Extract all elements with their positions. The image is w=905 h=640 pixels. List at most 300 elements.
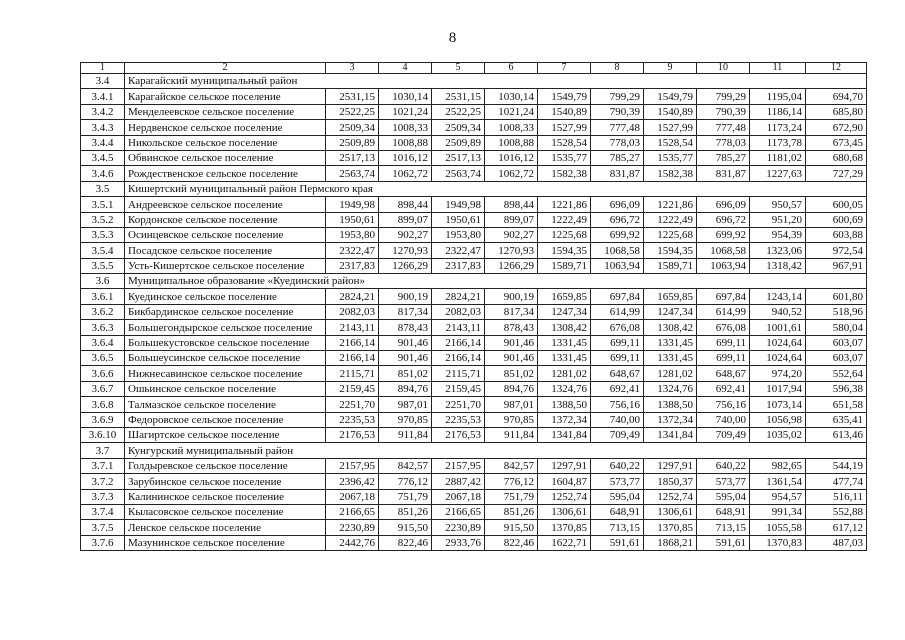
- value-cell: 2230,89: [432, 520, 485, 535]
- value-cell: 785,27: [591, 150, 644, 165]
- row-number: 3.7.4: [81, 504, 125, 519]
- value-cell: 2157,95: [432, 458, 485, 473]
- value-cell: 2143,11: [326, 320, 379, 335]
- value-cell: 1195,04: [750, 89, 806, 104]
- table-row: [81, 212, 867, 227]
- value-cell: 2251,70: [432, 397, 485, 412]
- value-cell: 697,84: [591, 289, 644, 304]
- column-header: 9: [644, 63, 697, 74]
- section-title: Кишертский муниципальный район Пермского края: [125, 181, 867, 196]
- value-cell: 1331,45: [538, 335, 591, 350]
- section-title: Карагайский муниципальный район: [125, 74, 867, 89]
- value-cell: 1073,14: [750, 397, 806, 412]
- value-cell: 1370,85: [644, 520, 697, 535]
- row-number: 3.5.4: [81, 243, 125, 258]
- value-cell: 2509,89: [432, 135, 485, 150]
- value-cell: 898,44: [379, 197, 432, 212]
- column-header: 8: [591, 63, 644, 74]
- settlement-name: Обвинское сельское поселение: [125, 150, 326, 165]
- value-cell: 648,91: [697, 504, 750, 519]
- value-cell: 516,11: [806, 489, 867, 504]
- value-cell: 901,46: [485, 335, 538, 350]
- value-cell: 552,88: [806, 504, 867, 519]
- value-cell: 851,26: [485, 504, 538, 519]
- value-cell: 899,07: [485, 212, 538, 227]
- value-cell: 1068,58: [697, 243, 750, 258]
- value-cell: 1306,61: [538, 504, 591, 519]
- value-cell: 1225,68: [644, 227, 697, 242]
- value-cell: 595,04: [591, 489, 644, 504]
- value-cell: 1341,84: [644, 427, 697, 442]
- value-cell: 851,02: [379, 366, 432, 381]
- page-number: 8: [448, 30, 457, 46]
- value-cell: 1021,24: [379, 104, 432, 119]
- value-cell: 1622,71: [538, 535, 591, 550]
- value-cell: 1270,93: [485, 243, 538, 258]
- value-cell: 603,88: [806, 227, 867, 242]
- value-cell: 1227,63: [750, 166, 806, 181]
- row-number: 3.4.3: [81, 120, 125, 135]
- value-cell: 778,03: [591, 135, 644, 150]
- table-row: [81, 197, 867, 212]
- table-row: [81, 351, 867, 366]
- value-cell: 2067,18: [326, 489, 379, 504]
- value-cell: 2563,74: [432, 166, 485, 181]
- value-cell: 2517,13: [326, 150, 379, 165]
- value-cell: 2317,83: [432, 258, 485, 273]
- value-cell: 900,19: [379, 289, 432, 304]
- row-number: 3.5.1: [81, 197, 125, 212]
- value-cell: 776,12: [485, 474, 538, 489]
- value-cell: 911,84: [485, 427, 538, 442]
- value-cell: 900,19: [485, 289, 538, 304]
- value-cell: 878,43: [485, 320, 538, 335]
- value-cell: 967,91: [806, 258, 867, 273]
- section-row: [81, 74, 867, 89]
- value-cell: 1331,45: [644, 335, 697, 350]
- value-cell: 2442,76: [326, 535, 379, 550]
- value-cell: 696,72: [591, 212, 644, 227]
- column-header: 2: [125, 63, 326, 74]
- value-cell: 591,61: [697, 535, 750, 550]
- value-cell: 2887,42: [432, 474, 485, 489]
- value-cell: 518,96: [806, 304, 867, 319]
- value-cell: 2517,13: [432, 150, 485, 165]
- value-cell: 822,46: [485, 535, 538, 550]
- value-cell: 1243,14: [750, 289, 806, 304]
- table-row: [81, 489, 867, 504]
- value-cell: 1056,98: [750, 412, 806, 427]
- value-cell: 2933,76: [432, 535, 485, 550]
- value-cell: 894,76: [485, 381, 538, 396]
- value-cell: 699,92: [591, 227, 644, 242]
- value-cell: 1331,45: [644, 351, 697, 366]
- value-cell: 1252,74: [538, 489, 591, 504]
- value-cell: 1068,58: [591, 243, 644, 258]
- value-cell: 894,76: [379, 381, 432, 396]
- value-cell: 1222,49: [538, 212, 591, 227]
- value-cell: 1008,88: [379, 135, 432, 150]
- value-cell: 601,80: [806, 289, 867, 304]
- value-cell: 2157,95: [326, 458, 379, 473]
- value-cell: 727,29: [806, 166, 867, 181]
- table-row: [81, 89, 867, 104]
- value-cell: 640,22: [697, 458, 750, 473]
- value-cell: 1535,77: [644, 150, 697, 165]
- value-cell: 1341,84: [538, 427, 591, 442]
- value-cell: 2235,53: [432, 412, 485, 427]
- value-cell: 1221,86: [644, 197, 697, 212]
- value-cell: 614,99: [697, 304, 750, 319]
- value-cell: 696,72: [697, 212, 750, 227]
- row-number: 3.6.9: [81, 412, 125, 427]
- value-cell: 552,64: [806, 366, 867, 381]
- value-cell: 685,80: [806, 104, 867, 119]
- value-cell: 951,20: [750, 212, 806, 227]
- value-cell: 2322,47: [432, 243, 485, 258]
- value-cell: 1589,71: [644, 258, 697, 273]
- value-cell: 2176,53: [432, 427, 485, 442]
- value-cell: 2396,42: [326, 474, 379, 489]
- value-cell: 1017,94: [750, 381, 806, 396]
- row-number: 3.7.3: [81, 489, 125, 504]
- table-row: [81, 474, 867, 489]
- settlement-name: Ленское сельское поселение: [125, 520, 326, 535]
- value-cell: 851,26: [379, 504, 432, 519]
- value-cell: 1055,58: [750, 520, 806, 535]
- value-cell: 1297,91: [644, 458, 697, 473]
- value-cell: 673,45: [806, 135, 867, 150]
- value-cell: 740,00: [591, 412, 644, 427]
- value-cell: 878,43: [379, 320, 432, 335]
- settlement-name: Кордонское сельское поселение: [125, 212, 326, 227]
- settlement-name: Андреевское сельское поселение: [125, 197, 326, 212]
- value-cell: 1527,99: [538, 120, 591, 135]
- value-cell: 1281,02: [644, 366, 697, 381]
- value-cell: 591,61: [591, 535, 644, 550]
- value-cell: 901,46: [379, 351, 432, 366]
- settlement-name: Посадское сельское поселение: [125, 243, 326, 258]
- value-cell: 1221,86: [538, 197, 591, 212]
- value-cell: 2166,65: [432, 504, 485, 519]
- value-cell: 1953,80: [432, 227, 485, 242]
- value-cell: 699,11: [697, 351, 750, 366]
- column-header: 12: [806, 63, 867, 74]
- value-cell: 954,39: [750, 227, 806, 242]
- table-row: [81, 227, 867, 242]
- settlement-name: Рождественское сельское поселение: [125, 166, 326, 181]
- section-title: Муниципальное образование «Куединский район»: [125, 274, 867, 289]
- value-cell: 1173,24: [750, 120, 806, 135]
- value-cell: 987,01: [379, 397, 432, 412]
- value-cell: 1181,02: [750, 150, 806, 165]
- value-cell: 1594,35: [644, 243, 697, 258]
- settlement-name: Бикбардинское сельское поселение: [125, 304, 326, 319]
- value-cell: 1323,06: [750, 243, 806, 258]
- table-row: [81, 150, 867, 165]
- value-cell: 954,57: [750, 489, 806, 504]
- value-cell: 1388,50: [538, 397, 591, 412]
- row-number: 3.4.1: [81, 89, 125, 104]
- value-cell: 696,09: [697, 197, 750, 212]
- column-header: 7: [538, 63, 591, 74]
- settlement-name: Большекустовское сельское поселение: [125, 335, 326, 350]
- value-cell: 573,77: [697, 474, 750, 489]
- settlement-name: Мазунинское сельское поселение: [125, 535, 326, 550]
- row-number: 3.5: [81, 181, 125, 196]
- tariff-table: [80, 62, 867, 551]
- table-row: [81, 166, 867, 181]
- row-number: 3.7: [81, 443, 125, 458]
- value-cell: 751,79: [379, 489, 432, 504]
- value-cell: 756,16: [697, 397, 750, 412]
- row-number: 3.4.4: [81, 135, 125, 150]
- value-cell: 709,49: [591, 427, 644, 442]
- value-cell: 614,99: [591, 304, 644, 319]
- value-cell: 1252,74: [644, 489, 697, 504]
- value-cell: 635,41: [806, 412, 867, 427]
- value-cell: 1016,12: [485, 150, 538, 165]
- value-cell: 911,84: [379, 427, 432, 442]
- value-cell: 1594,35: [538, 243, 591, 258]
- value-cell: 1528,54: [538, 135, 591, 150]
- row-number: 3.6.3: [81, 320, 125, 335]
- row-number: 3.6.2: [81, 304, 125, 319]
- value-cell: 1659,85: [644, 289, 697, 304]
- value-cell: 2824,21: [432, 289, 485, 304]
- row-number: 3.5.5: [81, 258, 125, 273]
- value-cell: 2143,11: [432, 320, 485, 335]
- value-cell: 851,02: [485, 366, 538, 381]
- value-cell: 2082,03: [432, 304, 485, 319]
- value-cell: 713,15: [591, 520, 644, 535]
- value-cell: 2166,14: [326, 351, 379, 366]
- value-cell: 2159,45: [432, 381, 485, 396]
- table-row: [81, 412, 867, 427]
- value-cell: 970,85: [485, 412, 538, 427]
- value-cell: 694,70: [806, 89, 867, 104]
- value-cell: 1540,89: [538, 104, 591, 119]
- value-cell: 613,46: [806, 427, 867, 442]
- row-number: 3.4.6: [81, 166, 125, 181]
- value-cell: 901,46: [379, 335, 432, 350]
- value-cell: 2166,14: [326, 335, 379, 350]
- value-cell: 1361,54: [750, 474, 806, 489]
- value-cell: 477,74: [806, 474, 867, 489]
- value-cell: 822,46: [379, 535, 432, 550]
- settlement-name: Менделеевское сельское поселение: [125, 104, 326, 119]
- value-cell: 1173,78: [750, 135, 806, 150]
- row-number: 3.5.3: [81, 227, 125, 242]
- value-cell: 544,19: [806, 458, 867, 473]
- value-cell: 2509,34: [326, 120, 379, 135]
- value-cell: 817,34: [485, 304, 538, 319]
- table-row: [81, 104, 867, 119]
- value-cell: 1306,61: [644, 504, 697, 519]
- value-cell: 991,34: [750, 504, 806, 519]
- value-cell: 2159,45: [326, 381, 379, 396]
- value-cell: 982,65: [750, 458, 806, 473]
- value-cell: 901,46: [485, 351, 538, 366]
- table-row: [81, 320, 867, 335]
- value-cell: 487,03: [806, 535, 867, 550]
- settlement-name: Федоровское сельское поселение: [125, 412, 326, 427]
- column-header: 4: [379, 63, 432, 74]
- value-cell: 972,54: [806, 243, 867, 258]
- value-cell: 898,44: [485, 197, 538, 212]
- value-cell: 1247,34: [538, 304, 591, 319]
- value-cell: 777,48: [697, 120, 750, 135]
- value-cell: 1001,61: [750, 320, 806, 335]
- value-cell: 799,29: [697, 89, 750, 104]
- value-cell: 640,22: [591, 458, 644, 473]
- settlement-name: Кыласовское сельское поселение: [125, 504, 326, 519]
- value-cell: 1949,98: [432, 197, 485, 212]
- value-cell: 740,00: [697, 412, 750, 427]
- value-cell: 699,11: [591, 335, 644, 350]
- value-cell: 648,67: [591, 366, 644, 381]
- value-cell: 1331,45: [538, 351, 591, 366]
- value-cell: 799,29: [591, 89, 644, 104]
- header-row: [81, 63, 867, 74]
- table-row: [81, 289, 867, 304]
- value-cell: 2115,71: [326, 366, 379, 381]
- row-number: 3.6.4: [81, 335, 125, 350]
- value-cell: 902,27: [485, 227, 538, 242]
- section-row: [81, 274, 867, 289]
- table-body: [81, 63, 867, 551]
- settlement-name: Нердвенское сельское поселение: [125, 120, 326, 135]
- value-cell: 1008,33: [379, 120, 432, 135]
- row-number: 3.6.5: [81, 351, 125, 366]
- value-cell: 1308,42: [644, 320, 697, 335]
- value-cell: 1949,98: [326, 197, 379, 212]
- row-number: 3.5.2: [81, 212, 125, 227]
- value-cell: 970,85: [379, 412, 432, 427]
- value-cell: 915,50: [485, 520, 538, 535]
- value-cell: 831,87: [591, 166, 644, 181]
- value-cell: 1030,14: [379, 89, 432, 104]
- table-row: [81, 504, 867, 519]
- row-number: 3.7.2: [81, 474, 125, 489]
- value-cell: 2115,71: [432, 366, 485, 381]
- value-cell: 699,11: [697, 335, 750, 350]
- value-cell: 1535,77: [538, 150, 591, 165]
- value-cell: 600,05: [806, 197, 867, 212]
- settlement-name: Усть-Кишертское сельское поселение: [125, 258, 326, 273]
- row-number: 3.4: [81, 74, 125, 89]
- value-cell: 1388,50: [644, 397, 697, 412]
- value-cell: 596,38: [806, 381, 867, 396]
- value-cell: 692,41: [591, 381, 644, 396]
- value-cell: 1370,85: [538, 520, 591, 535]
- settlement-name: Калининское сельское поселение: [125, 489, 326, 504]
- value-cell: 709,49: [697, 427, 750, 442]
- value-cell: 899,07: [379, 212, 432, 227]
- value-cell: 1582,38: [538, 166, 591, 181]
- value-cell: 2166,65: [326, 504, 379, 519]
- section-row: [81, 443, 867, 458]
- value-cell: 676,08: [591, 320, 644, 335]
- value-cell: 1868,21: [644, 535, 697, 550]
- value-cell: 2166,14: [432, 335, 485, 350]
- value-cell: 777,48: [591, 120, 644, 135]
- value-cell: 1270,93: [379, 243, 432, 258]
- value-cell: 2522,25: [432, 104, 485, 119]
- value-cell: 699,11: [591, 351, 644, 366]
- value-cell: 1589,71: [538, 258, 591, 273]
- value-cell: 648,91: [591, 504, 644, 519]
- value-cell: 1281,02: [538, 366, 591, 381]
- settlement-name: Никольское сельское поселение: [125, 135, 326, 150]
- settlement-name: Шагиртское сельское поселение: [125, 427, 326, 442]
- section-row: [81, 181, 867, 196]
- value-cell: 1016,12: [379, 150, 432, 165]
- value-cell: 2317,83: [326, 258, 379, 273]
- column-header: 3: [326, 63, 379, 74]
- row-number: 3.7.6: [81, 535, 125, 550]
- value-cell: 680,68: [806, 150, 867, 165]
- value-cell: 617,12: [806, 520, 867, 535]
- settlement-name: Зарубинское сельское поселение: [125, 474, 326, 489]
- value-cell: 1324,76: [538, 381, 591, 396]
- table-row: [81, 397, 867, 412]
- value-cell: 2509,34: [432, 120, 485, 135]
- settlement-name: Куединское сельское поселение: [125, 289, 326, 304]
- value-cell: 1540,89: [644, 104, 697, 119]
- value-cell: 1950,61: [432, 212, 485, 227]
- value-cell: 2531,15: [326, 89, 379, 104]
- value-cell: 790,39: [697, 104, 750, 119]
- value-cell: 1372,34: [644, 412, 697, 427]
- value-cell: 2235,53: [326, 412, 379, 427]
- value-cell: 751,79: [485, 489, 538, 504]
- row-number: 3.7.1: [81, 458, 125, 473]
- value-cell: 1063,94: [591, 258, 644, 273]
- value-cell: 1549,79: [644, 89, 697, 104]
- value-cell: 2531,15: [432, 89, 485, 104]
- table-row: [81, 335, 867, 350]
- value-cell: 987,01: [485, 397, 538, 412]
- value-cell: 1024,64: [750, 335, 806, 350]
- value-cell: 902,27: [379, 227, 432, 242]
- table-row: [81, 135, 867, 150]
- value-cell: 1318,42: [750, 258, 806, 273]
- settlement-name: Талмазское сельское поселение: [125, 397, 326, 412]
- value-cell: 2563,74: [326, 166, 379, 181]
- value-cell: 1659,85: [538, 289, 591, 304]
- value-cell: 2322,47: [326, 243, 379, 258]
- table-row: [81, 458, 867, 473]
- value-cell: 2251,70: [326, 397, 379, 412]
- value-cell: 1035,02: [750, 427, 806, 442]
- value-cell: 1953,80: [326, 227, 379, 242]
- table-row: [81, 120, 867, 135]
- value-cell: 1063,94: [697, 258, 750, 273]
- value-cell: 1266,29: [485, 258, 538, 273]
- table-row: [81, 520, 867, 535]
- value-cell: 1324,76: [644, 381, 697, 396]
- row-number: 3.6.8: [81, 397, 125, 412]
- column-header: 10: [697, 63, 750, 74]
- value-cell: 648,67: [697, 366, 750, 381]
- value-cell: 692,41: [697, 381, 750, 396]
- value-cell: 778,03: [697, 135, 750, 150]
- value-cell: 1247,34: [644, 304, 697, 319]
- table-row: [81, 243, 867, 258]
- value-cell: 603,07: [806, 351, 867, 366]
- value-cell: 676,08: [697, 320, 750, 335]
